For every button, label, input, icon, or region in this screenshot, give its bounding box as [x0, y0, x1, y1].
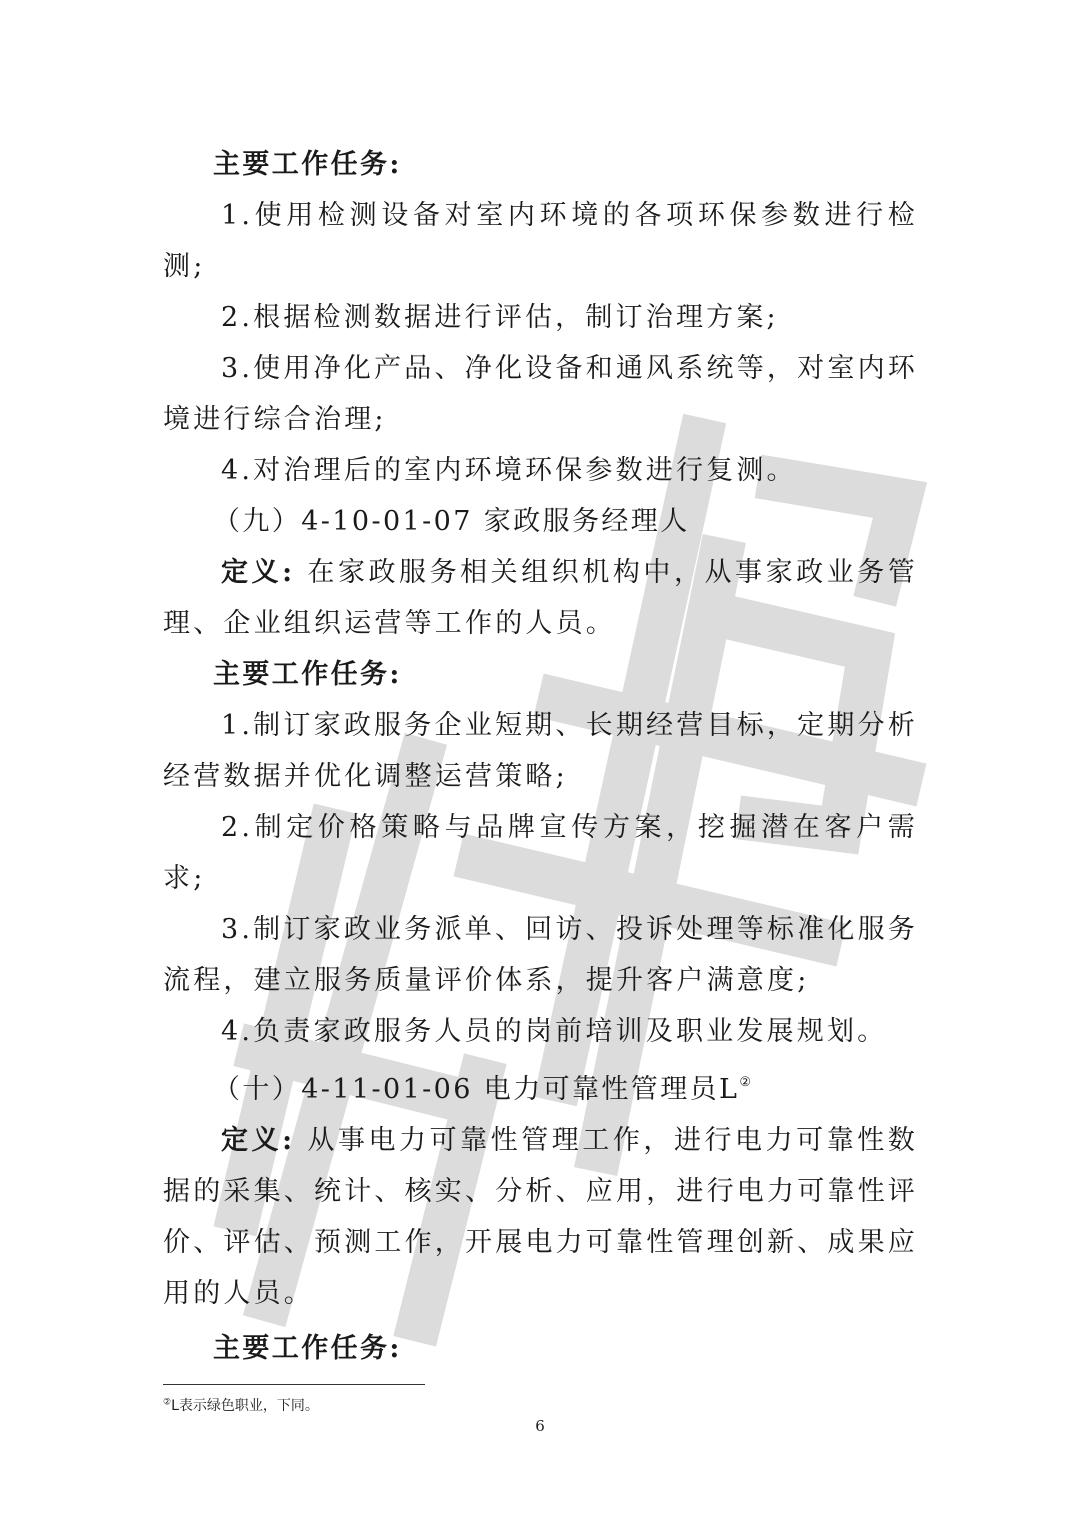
task-item: 4.负责家政服务人员的岗前培训及职业发展规划。 — [221, 1016, 888, 1047]
footnote-text: L表示绿色职业，下同。 — [171, 1398, 319, 1414]
occupation-heading: （九）4-10-01-07 家政服务经理人 — [213, 506, 690, 537]
task-item: 1.使用检测设备对室内环境的各项环保参数进行检测; — [163, 200, 918, 282]
document-body — [163, 139, 918, 1374]
task-item: 3.制订家政业务派单、回访、投诉处理等标准化服务流程，建立服务质量评价体系，提升客户满意度; — [163, 914, 918, 996]
task-item: 2.根据检测数据进行评估，制订治理方案; — [221, 302, 779, 333]
definition-paragraph — [163, 1115, 918, 1319]
task-item: 2.制定价格策略与品牌宣传方案，挖掘潜在客户需求; — [163, 812, 918, 894]
section-label: 主要工作任务: — [213, 659, 402, 690]
occupation-heading-text: （十）4-11-01-06 电力可靠性管理员L — [213, 1074, 740, 1105]
footnote-marker: ② — [739, 1075, 751, 1090]
definition-paragraph — [163, 547, 918, 649]
task-item: 1.制订家政服务企业短期、长期经营目标，定期分析经营数据并优化调整运营策略; — [163, 710, 918, 792]
task-item: 3.使用净化产品、净化设备和通风系统等，对室内环境进行综合治理; — [163, 353, 918, 435]
definition-label: 定义: — [221, 1125, 296, 1156]
section-label: 主要工作任务: — [213, 149, 402, 180]
definition-text: 从事电力可靠性管理工作，进行电力可靠性数据的采集、统计、核实、分析、应用，进行电力可靠性评价、评估、预测工作，开展电力可靠性管理创新、成果应用的人员。 — [163, 1125, 918, 1309]
occupation-heading — [163, 1057, 918, 1115]
page-number: 6 — [535, 1417, 545, 1435]
task-item: 4.对治理后的室内环境环保参数进行复测。 — [221, 455, 797, 486]
definition-text: 在家政服务相关组织机构中，从事家政业务管理、企业组织运营等工作的人员。 — [163, 557, 918, 639]
section-label: 主要工作任务: — [213, 1333, 402, 1364]
footnote-divider — [163, 1384, 425, 1385]
footnote — [163, 1395, 319, 1415]
footnote-marker: ② — [163, 1397, 172, 1408]
definition-label: 定义: — [221, 557, 296, 588]
